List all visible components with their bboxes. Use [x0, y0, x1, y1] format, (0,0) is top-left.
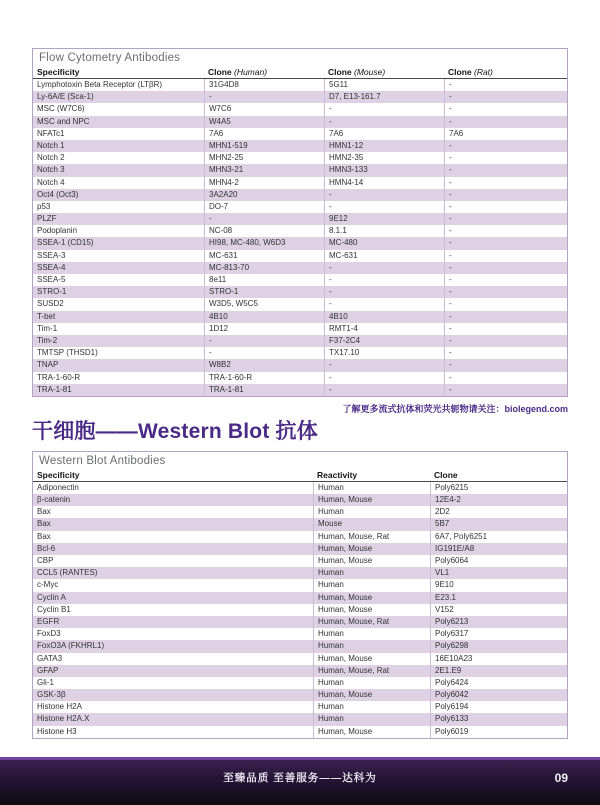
table-cell: 2D2	[430, 506, 567, 518]
table-row	[33, 494, 567, 506]
table-cell: -	[204, 347, 324, 359]
table-cell: TMTSP (THSD1)	[37, 348, 98, 358]
table-cell: Human	[313, 713, 430, 725]
table-row	[33, 201, 567, 213]
table-cell: -	[204, 213, 324, 225]
flow-table-body	[33, 79, 567, 396]
table-cell: MSC (W7C6)	[37, 104, 85, 114]
table-cell: Human	[313, 640, 430, 652]
table-cell: -	[444, 225, 567, 237]
footer-slogan: 至臻品质 至善服务——达科为	[223, 772, 377, 784]
table-cell: HMN3-133	[324, 164, 444, 176]
table-row	[33, 701, 567, 713]
table-cell: 12E4-2	[430, 494, 567, 506]
table-row	[33, 250, 567, 262]
page-footer	[0, 757, 600, 805]
table-cell: Human	[313, 701, 430, 713]
table-cell: -	[444, 359, 567, 371]
table-row	[33, 189, 567, 201]
table-row	[33, 177, 567, 189]
table-cell: RMT1-4	[324, 323, 444, 335]
table-row	[33, 713, 567, 725]
table-cell: c-Myc	[37, 580, 59, 590]
table-row	[33, 640, 567, 652]
table-cell: p53	[37, 201, 51, 211]
table-cell: Poly6213	[430, 616, 567, 628]
table-cell: MHN3-21	[204, 164, 324, 176]
table-cell: Human	[313, 506, 430, 518]
table-cell: Poly6215	[430, 482, 567, 494]
table-row	[33, 237, 567, 249]
table-cell: 5G11	[324, 79, 444, 91]
table-cell: 6A7, Poly6251	[430, 531, 567, 543]
table-cell: Tim-1	[37, 323, 58, 333]
table-cell: IG191E/A8	[430, 543, 567, 555]
table-row	[33, 298, 567, 310]
table-cell: Histone H2A	[37, 702, 82, 712]
table-cell: Podoplanin	[37, 226, 78, 236]
table-row	[33, 543, 567, 555]
footer-content	[0, 771, 600, 785]
column-header: Clone (Human)	[208, 67, 268, 77]
table-cell: MC-480	[324, 237, 444, 249]
column-header: Clone (Mouse)	[328, 67, 386, 77]
table-row	[33, 323, 567, 335]
table-cell: FoxO3A (FKHRL1)	[37, 641, 105, 651]
table-cell: Bcl-6	[37, 543, 56, 553]
table-cell: -	[444, 384, 567, 396]
flow-table-title: Flow Cytometry Antibodies	[39, 52, 181, 64]
table-cell: Human, Mouse, Rat	[313, 665, 430, 677]
table-cell: -	[444, 189, 567, 201]
table-cell: 31G4D8	[204, 79, 324, 91]
table-cell: Human, Mouse	[313, 726, 430, 738]
flow-cytometry-table	[32, 48, 568, 397]
table-cell: 16E10A23	[430, 653, 567, 665]
table-cell: -	[444, 250, 567, 262]
table-cell: 2E1.E9	[430, 665, 567, 677]
table-cell: Poly6424	[430, 677, 567, 689]
table-cell: Ly-6A/E (Sca-1)	[37, 92, 94, 102]
table-cell: Human, Mouse	[313, 555, 430, 567]
table-row	[33, 506, 567, 518]
table-cell: -	[444, 323, 567, 335]
table-cell: 5B7	[430, 518, 567, 530]
table-row	[33, 689, 567, 701]
table-cell: -	[444, 372, 567, 384]
table-cell: GATA3	[37, 653, 63, 663]
table-row	[33, 103, 567, 115]
table-row	[33, 555, 567, 567]
table-cell: -	[324, 201, 444, 213]
table-row	[33, 128, 567, 140]
table-cell: -	[444, 213, 567, 225]
flow-table-header-row	[33, 66, 567, 79]
table-cell: Poly6042	[430, 689, 567, 701]
table-cell: Cyclin A	[37, 592, 66, 602]
column-header: Specificity	[37, 469, 80, 480]
table-cell: Gli-1	[37, 677, 54, 687]
table-row	[33, 91, 567, 103]
table-cell: PLZF	[37, 214, 57, 224]
table-cell: NFATc1	[37, 128, 65, 138]
table-cell: 7A6	[204, 128, 324, 140]
section-heading: 干细胞——Western Blot 抗体	[32, 419, 318, 443]
table-row	[33, 116, 567, 128]
table-cell: TNAP	[37, 360, 59, 370]
table-cell: HMN2-35	[324, 152, 444, 164]
table-cell: -	[444, 237, 567, 249]
table-cell: -	[444, 347, 567, 359]
table-cell: -	[324, 262, 444, 274]
table-cell: Oct4 (Oct3)	[37, 189, 79, 199]
table-cell: -	[324, 286, 444, 298]
column-header: Reactivity	[317, 469, 358, 480]
table-cell: CBP	[37, 556, 54, 565]
table-cell: Human, Mouse	[313, 592, 430, 604]
column-header: Clone (Rat)	[448, 67, 493, 77]
table-cell: Human, Mouse, Rat	[313, 616, 430, 628]
table-cell: 4B10	[204, 311, 324, 323]
table-cell: D7, E13-161.7	[324, 91, 444, 103]
table-row	[33, 592, 567, 604]
table-cell: Poly6133	[430, 713, 567, 725]
table-cell: β-catenin	[37, 495, 71, 505]
table-cell: Human, Mouse	[313, 689, 430, 701]
table-cell: Mouse	[313, 518, 430, 530]
table-cell: -	[204, 91, 324, 103]
table-row	[33, 164, 567, 176]
table-cell: Human	[313, 482, 430, 494]
table-cell: W4A5	[204, 116, 324, 128]
table-cell: SSEA-1 (CD15)	[37, 238, 94, 248]
table-cell: 9E10	[430, 579, 567, 591]
table-cell: MHN2-25	[204, 152, 324, 164]
table-row	[33, 677, 567, 689]
table-row	[33, 225, 567, 237]
table-cell: -	[324, 116, 444, 128]
table-cell: MSC and NPC	[37, 116, 90, 126]
table-row	[33, 579, 567, 591]
table-cell: MHN1-519	[204, 140, 324, 152]
table-cell: Notch 2	[37, 153, 65, 163]
table-cell: -	[324, 384, 444, 396]
table-row	[33, 616, 567, 628]
table-cell: -	[444, 177, 567, 189]
table-row	[33, 372, 567, 384]
table-cell: -	[444, 116, 567, 128]
table-cell: F37-2C4	[324, 335, 444, 347]
note-text: 了解更多流式抗体和荧光共轭物请关注：	[342, 403, 505, 414]
table-row	[33, 286, 567, 298]
table-cell: Human	[313, 567, 430, 579]
table-row	[33, 665, 567, 677]
table-row	[33, 274, 567, 286]
table-cell: Human	[313, 628, 430, 640]
page-number: 09	[554, 771, 568, 785]
table-cell: -	[324, 274, 444, 286]
table-cell: STRO-1	[37, 287, 67, 297]
table-cell: -	[444, 335, 567, 347]
table-row	[33, 140, 567, 152]
table-cell: Cyclin B1	[37, 604, 71, 614]
table-cell: -	[444, 91, 567, 103]
table-cell: E23.1	[430, 592, 567, 604]
table-cell: W3D5, W5C5	[204, 298, 324, 310]
table-row	[33, 531, 567, 543]
table-cell: Lymphotoxin Beta Receptor (LTβR)	[37, 80, 163, 89]
table-cell: EGFR	[37, 616, 60, 626]
table-cell: 7A6	[444, 128, 567, 140]
table-cell: Human, Mouse	[313, 604, 430, 616]
table-cell: -	[444, 298, 567, 310]
table-cell: -	[444, 164, 567, 176]
table-cell: 7A6	[324, 128, 444, 140]
table-cell: TRA-1-60-R	[37, 372, 81, 382]
table-cell: W7C6	[204, 103, 324, 115]
footer-bar	[0, 760, 600, 805]
table-cell: HI98, MC-480, W6D3	[204, 237, 324, 249]
table-row	[33, 628, 567, 640]
table-cell: Human	[313, 579, 430, 591]
table-row	[33, 79, 567, 91]
table-cell: DO-7	[204, 201, 324, 213]
table-row	[33, 518, 567, 530]
table-cell: Tim-2	[37, 335, 58, 345]
table-cell: 4B10	[324, 311, 444, 323]
table-cell: FoxD3	[37, 629, 61, 639]
wb-table-body	[33, 482, 567, 738]
table-cell: Histone H2A.X	[37, 714, 90, 724]
table-cell: -	[444, 262, 567, 274]
table-row	[33, 213, 567, 225]
table-cell: 8.1.1	[324, 225, 444, 237]
table-row	[33, 311, 567, 323]
table-row	[33, 482, 567, 494]
table-cell: Poly6317	[430, 628, 567, 640]
column-header: Specificity	[37, 67, 80, 77]
table-cell: -	[444, 152, 567, 164]
table-row	[33, 335, 567, 347]
table-cell: TRA-1-81	[37, 384, 72, 394]
table-cell: Poly6019	[430, 726, 567, 738]
table-cell: -	[324, 359, 444, 371]
table-cell: 8e11	[204, 274, 324, 286]
table-cell: GFAP	[37, 665, 59, 675]
table-cell: SSEA-3	[37, 250, 66, 260]
table-cell: MC-631	[204, 250, 324, 262]
table-cell: -	[444, 103, 567, 115]
table-cell: Notch 1	[37, 140, 65, 150]
table-cell: -	[324, 298, 444, 310]
table-cell: -	[444, 140, 567, 152]
table-cell: W8B2	[204, 359, 324, 371]
table-cell: 1D12	[204, 323, 324, 335]
table-cell: Bax	[37, 507, 51, 517]
table-row	[33, 152, 567, 164]
biolegend-link[interactable]: biolegend.com	[504, 403, 568, 414]
table-cell: Histone H3	[37, 726, 77, 736]
table-cell: -	[444, 79, 567, 91]
table-cell: -	[324, 189, 444, 201]
table-cell: T-bet	[37, 311, 56, 321]
table-cell: -	[324, 372, 444, 384]
wb-table-header-row	[33, 469, 567, 482]
table-cell: Human, Mouse, Rat	[313, 531, 430, 543]
table-cell: -	[444, 311, 567, 323]
table-cell: VL1	[430, 567, 567, 579]
table-cell: SSEA-4	[37, 262, 66, 272]
table-row	[33, 726, 567, 738]
table-cell: SSEA-5	[37, 275, 66, 284]
table-row	[33, 384, 567, 396]
table-cell: Bax	[37, 519, 51, 529]
table-cell: TRA-1-60-R	[204, 372, 324, 384]
table-cell: STRO-1	[204, 286, 324, 298]
table-row	[33, 567, 567, 579]
table-cell: Human, Mouse	[313, 494, 430, 506]
table-cell: MC-813-70	[204, 262, 324, 274]
table-cell: HMN1-12	[324, 140, 444, 152]
table-cell: Poly6298	[430, 640, 567, 652]
table-cell: Bax	[37, 531, 51, 541]
table-cell: NC-08	[204, 225, 324, 237]
western-blot-table	[32, 451, 568, 739]
table-cell: -	[444, 274, 567, 286]
table-cell: SUSD2	[37, 299, 64, 309]
table-cell: MC-631	[324, 250, 444, 262]
table-cell: Human, Mouse	[313, 543, 430, 555]
table-cell: 9E12	[324, 213, 444, 225]
table-cell: -	[444, 286, 567, 298]
table-cell: Poly6194	[430, 701, 567, 713]
table-cell: -	[324, 103, 444, 115]
table-cell: Notch 3	[37, 165, 65, 175]
table-row	[33, 359, 567, 371]
table-row	[33, 604, 567, 616]
table-cell: -	[204, 335, 324, 347]
table-cell: Human, Mouse	[313, 653, 430, 665]
wb-table-title: Western Blot Antibodies	[39, 454, 166, 467]
column-header: Clone	[434, 469, 458, 480]
table-cell: GSK-3β	[37, 690, 66, 700]
table-cell: TRA-1-81	[204, 384, 324, 396]
table-cell: TX17.10	[324, 347, 444, 359]
table-cell: Human	[313, 677, 430, 689]
table-row	[33, 653, 567, 665]
table-cell: Adiponectin	[37, 482, 79, 492]
table-cell: MHN4-2	[204, 177, 324, 189]
biolegend-note	[32, 403, 568, 415]
table-cell: Notch 4	[37, 177, 65, 187]
table-cell: V152	[430, 604, 567, 616]
table-cell: HMN4-14	[324, 177, 444, 189]
table-row	[33, 262, 567, 274]
table-row	[33, 347, 567, 359]
table-cell: CCL5 (RANTES)	[37, 568, 98, 578]
table-cell: Poly6064	[430, 555, 567, 567]
table-cell: 3A2A20	[204, 189, 324, 201]
table-cell: -	[444, 201, 567, 213]
